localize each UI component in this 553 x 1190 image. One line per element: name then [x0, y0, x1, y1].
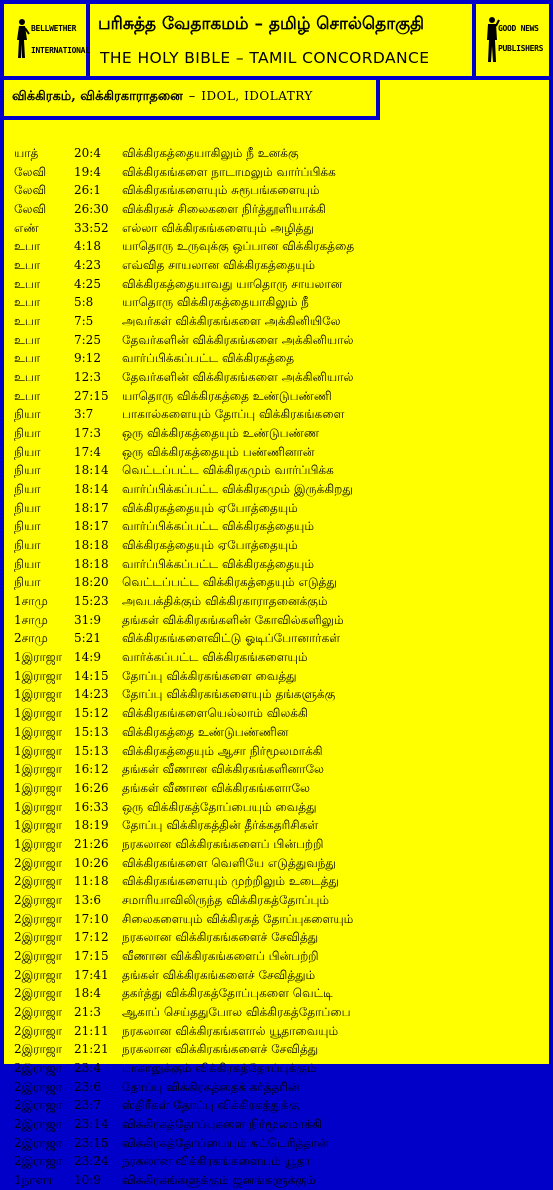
entry-text: ஸ்திரீகள் தோப்பு விக்கிரகத்துக்கு	[122, 1098, 300, 1113]
entry-text: விக்கிரகச் சிலைகளை நிர்த்தூளியாக்கி	[122, 202, 326, 217]
entry-book: 2இராஜா	[14, 855, 63, 870]
entry-text: தகர்த்து விக்கிரகத்தோப்புகளை வெட்டி	[122, 986, 333, 1001]
entry-reference: 18:19	[74, 818, 109, 833]
entry-text: வெட்டப்பட்ட விக்கிரகத்தையும் எடுத்து	[122, 575, 337, 590]
section-heading-box	[4, 80, 376, 116]
entry-text: அவர்கள் விக்கிரகங்களை அக்கினியிலே	[122, 314, 341, 329]
page-title-english: THE HOLY BIBLE – TAMIL CONCORDANCE	[100, 49, 430, 67]
entry-book: உபா	[14, 295, 41, 310]
entry-reference: 10:9	[74, 1172, 101, 1187]
entry-reference: 23:15	[74, 1135, 109, 1150]
entry-book: எண்	[14, 220, 39, 235]
entry-reference: 20:4	[74, 146, 101, 160]
entry-book: 1இராஜா	[14, 650, 63, 665]
entry-text: வார்ப்பிக்கப்பட்ட விக்கிரகத்தை	[122, 351, 295, 366]
entry-text: யாதொரு விக்கிரகத்தையாகிலும் நீ	[122, 295, 309, 310]
entry-book: 1இராஜா	[14, 743, 63, 758]
entry-text: யாதொரு உருவுக்கு ஒப்பான விக்கிரகத்தை	[122, 239, 355, 254]
entry-book: 2இராஜா	[14, 1060, 63, 1075]
entry-reference: 17:3	[74, 426, 101, 441]
entry-reference: 21:21	[74, 1042, 109, 1057]
entry-book: உபா	[14, 239, 41, 254]
entry-text: யாதொரு விக்கிரகத்தை உண்டுபண்ணி	[122, 388, 332, 403]
entry-book: நியா	[14, 575, 41, 590]
entry-reference: 33:52	[74, 220, 109, 235]
entry-book: நியா	[14, 426, 41, 441]
entry-book: லேவி	[14, 202, 47, 217]
entry-reference: 12:3	[74, 370, 101, 385]
entry-book: 1சாமு	[14, 594, 48, 609]
entry-book: நியா	[14, 556, 41, 571]
entry-text: அவபக்திக்கும் விக்கிரகாராதனைக்கும்	[122, 594, 328, 609]
entry-reference: 18:18	[74, 538, 109, 553]
entry-book: 2இராஜா	[14, 911, 63, 926]
entry-book: நியா	[14, 538, 41, 553]
entry-reference: 16:33	[74, 799, 109, 814]
entry-book: 1இராஜா	[14, 836, 63, 851]
entry-book: 1இராஜா	[14, 668, 63, 683]
entry-book: 1இராஜா	[14, 706, 63, 721]
entry-text: விக்கிரகங்களை வெளியே எடுத்துவந்து	[122, 855, 336, 870]
entry-reference: 17:15	[74, 948, 109, 963]
section-title-separator: –	[188, 89, 196, 104]
entry-reference: 17:4	[74, 444, 101, 459]
entry-book: நியா	[14, 500, 41, 515]
entry-book: லேவி	[14, 164, 47, 179]
section-title-english: IDOL, IDOLATRY	[201, 89, 313, 103]
good-news-logo	[476, 4, 549, 76]
entry-reference: 23:24	[74, 1154, 109, 1169]
entry-text: விக்கிரகங்களை நாடாமலும் வார்ப்பிக்க	[122, 164, 336, 179]
entry-text: எல்லா விக்கிரகங்களையும் அழித்து	[122, 220, 314, 235]
entry-text: விக்கிரகத்தோப்பையும் சுட்டெரித்தான்	[122, 1135, 329, 1150]
entry-reference: 15:13	[74, 743, 109, 758]
entry-book: 1இராஜா	[14, 724, 63, 739]
entry-text: தேவர்களின் விக்கிரகங்களை அக்கினியால்	[122, 370, 354, 385]
entry-reference: 18:14	[74, 463, 109, 478]
entry-reference: 15:13	[74, 724, 109, 739]
entry-reference: 11:18	[74, 874, 109, 889]
entry-book: 1இராஜா	[14, 799, 63, 814]
entry-reference: 18:20	[74, 575, 109, 590]
entry-text: தோப்பு விக்கிரகங்களை வைத்து	[122, 668, 297, 683]
entry-book: நியா	[14, 519, 41, 534]
entry-text: பாகாலுக்கும் விக்கிரகத்தோப்புக்கும்	[122, 1060, 317, 1075]
entry-book: 2இராஜா	[14, 1116, 63, 1131]
header-filler	[380, 80, 549, 120]
entry-text: விக்கிரகத்தையாகிலும் நீ உனக்கு	[122, 146, 299, 160]
entry-text: தோப்பு விக்கிரகத்தின் தீர்க்கதரிசிகள்	[122, 818, 319, 833]
entry-book: 2இராஜா	[14, 1079, 63, 1094]
entry-book: 2இராஜா	[14, 1154, 63, 1169]
entry-reference: 4:23	[74, 258, 101, 273]
entry-reference: 26:1	[74, 183, 101, 198]
entry-book: உபா	[14, 370, 41, 385]
entry-reference: 5:8	[74, 295, 94, 310]
entry-text: வார்க்கப்பட்ட விக்கிரகங்களையும்	[122, 650, 308, 665]
entry-reference: 7:25	[74, 332, 101, 347]
entry-reference: 15:12	[74, 706, 109, 721]
entry-reference: 27:15	[74, 388, 109, 403]
entry-book: 1சாமு	[14, 612, 48, 627]
entry-book: 1இராஜா	[14, 780, 63, 795]
entry-reference: 23:6	[74, 1079, 101, 1094]
page-title-tamil: பரிசுத்த வேதாகமம் – தமிழ் சொல்தொகுதி	[98, 14, 425, 34]
entry-book: உபா	[14, 314, 41, 329]
entry-book: 2இராஜா	[14, 948, 63, 963]
entry-text: விக்கிரகத்தோப்புகளை நிர்மூலமாக்கி	[122, 1116, 322, 1131]
entry-text: தங்கள் விக்கிரகங்களைச் சேவித்தும்	[122, 967, 316, 982]
entry-reference: 19:4	[74, 164, 101, 179]
bellwether-line2: INTERNATIONAL	[31, 46, 90, 55]
entry-book: நியா	[14, 482, 41, 497]
entry-text: தங்கள் விக்கிரகங்களின் கோவில்களிலும்	[122, 612, 344, 627]
entry-text: ஒரு விக்கிரகத்தோப்பையும் வைத்து	[122, 799, 317, 814]
entry-text: ஆகாப் செய்ததுபோல விக்கிரகத்தோப்பை	[122, 1004, 351, 1019]
entry-reference: 15:23	[74, 594, 109, 609]
entry-reference: 21:3	[74, 1004, 101, 1019]
entry-text: சிலைகளையும் விக்கிரகத் தோப்புகளையும்	[122, 911, 354, 926]
entry-text: ஒரு விக்கிரகத்தையும் பண்ணினான்	[122, 444, 315, 459]
entry-reference: 17:10	[74, 911, 109, 926]
entry-reference: 21:11	[74, 1023, 109, 1038]
entry-reference: 18:4	[74, 986, 101, 1001]
entry-reference: 23:4	[74, 1060, 101, 1075]
entry-book: 2இராஜா	[14, 1004, 63, 1019]
entry-text: விக்கிரகங்களுக்கும் ஜனங்களுக்கும்	[122, 1172, 316, 1187]
entry-text: சமாரியாவிலிருந்த விக்கிரகத்தோப்பும்	[122, 892, 330, 907]
entry-book: 1இராஜா	[14, 687, 63, 702]
entry-text: விக்கிரகத்தையாவது யாதொரு சாயலான	[122, 276, 343, 291]
concordance-panel	[4, 120, 549, 1187]
entry-book: நியா	[14, 444, 41, 459]
entry-book: யாத்	[14, 146, 39, 160]
entry-text: விக்கிரகத்தை உண்டுபண்ணின	[122, 724, 289, 739]
entry-book: 2இராஜா	[14, 1098, 63, 1113]
entry-text: வீணான விக்கிரகங்களைப் பின்பற்றி	[122, 948, 319, 963]
entry-text: விக்கிரகங்களையும் முற்றிலும் உடைத்து	[122, 874, 339, 889]
entry-reference: 16:26	[74, 780, 109, 795]
entry-text: நரகலான விக்கிரகங்களைச் சேவித்து	[122, 930, 319, 945]
entry-book: உபா	[14, 332, 41, 347]
entry-text: விக்கிரகங்களைவிட்டு ஓடிப்போனார்கள்	[122, 631, 341, 646]
entry-text: விக்கிரகத்தையும் ஏபோத்தையும்	[122, 538, 298, 553]
entry-text: விக்கிரகத்தையும் ஏபோத்தையும்	[122, 500, 298, 515]
entry-reference: 21:26	[74, 836, 109, 851]
entry-book: 2இராஜா	[14, 1042, 63, 1057]
entry-book: 2இராஜா	[14, 986, 63, 1001]
entry-text: தங்கள் வீணான விக்கிரகங்களாலே	[122, 780, 310, 795]
entry-reference: 10:26	[74, 855, 109, 870]
entry-reference: 31:9	[74, 612, 101, 627]
entry-book: நியா	[14, 463, 41, 478]
sower-figure-icon	[14, 18, 30, 62]
good-news-line2: PUBLISHERS	[498, 44, 544, 53]
entry-reference: 4:18	[74, 239, 101, 254]
entry-reference: 4:25	[74, 276, 101, 291]
entry-book: உபா	[14, 276, 41, 291]
entry-reference: 17:41	[74, 967, 109, 982]
entry-text: விக்கிரகங்களையெல்லாம் விலக்கி	[122, 706, 308, 721]
entry-text: தேவர்களின் விக்கிரகங்களை அக்கினியால்	[122, 332, 354, 347]
entry-book: 1இராஜா	[14, 818, 63, 833]
entry-book: லேவி	[14, 183, 47, 198]
entry-text: தோப்பு விக்கிரகங்களையும் தங்களுக்கு	[122, 687, 336, 702]
entry-text: வார்ப்பிக்கப்பட்ட விக்கிரகத்தையும்	[122, 519, 314, 534]
entry-reference: 23:7	[74, 1098, 101, 1113]
entry-text: நரகலான விக்கிரகங்களால் யூதாவையும்	[122, 1023, 339, 1038]
entry-reference: 18:17	[74, 519, 109, 534]
entry-text: விக்கிரகத்தையும் ஆசா நிர்மூலமாக்கி	[122, 743, 323, 758]
entry-book: 1இராஜா	[14, 762, 63, 777]
entry-reference: 7:5	[74, 314, 94, 329]
entry-reference: 14:9	[74, 650, 101, 665]
section-title	[12, 89, 313, 105]
entry-text: தங்கள் வீணான விக்கிரகங்களினாலே	[122, 762, 324, 777]
entry-text: வெட்டப்பட்ட விக்கிரகமும் வார்ப்பிக்க	[122, 463, 334, 478]
entry-reference: 26:30	[74, 202, 109, 217]
entry-reference: 23:14	[74, 1116, 109, 1131]
entry-reference: 16:12	[74, 762, 109, 777]
entry-reference: 18:14	[74, 482, 109, 497]
entry-book: உபா	[14, 351, 41, 366]
entry-reference: 9:12	[74, 351, 101, 366]
entry-reference: 17:12	[74, 930, 109, 945]
bellwether-logo	[4, 4, 90, 76]
entry-book: 2இராஜா	[14, 892, 63, 907]
entry-book: 2இராஜா	[14, 1023, 63, 1038]
entry-text: எவ்வித சாயலான விக்கிரகத்தையும்	[122, 258, 315, 273]
entry-text: தோப்பு விக்கிரகத்தைக் கர்த்தரின்	[122, 1079, 300, 1094]
entry-text: வார்ப்பிக்கப்பட்ட விக்கிரகமும் இருக்கிறது	[122, 482, 353, 497]
entry-book: 2இராஜா	[14, 1135, 63, 1150]
entry-book: 1நாளா	[14, 1172, 53, 1187]
entry-reference: 13:6	[74, 892, 101, 907]
entry-reference: 5:21	[74, 631, 101, 646]
entry-book: 2சாமு	[14, 631, 48, 646]
entry-text: விக்கிரகங்களையும் சுரூபங்களையும்	[122, 183, 320, 198]
good-news-line1: GOOD NEWS	[498, 24, 539, 33]
entry-reference: 18:18	[74, 556, 109, 571]
section-title-tamil: விக்கிரகம், விக்கிரகாராதனை	[12, 89, 183, 104]
entry-text: நரகலான விக்கிரகங்களைப் பின்பற்றி	[122, 836, 324, 851]
entry-reference: 18:17	[74, 500, 109, 515]
entry-book: உபா	[14, 388, 41, 403]
entry-book: நியா	[14, 407, 41, 422]
entry-book: உபா	[14, 258, 41, 273]
entry-book: 2இராஜா	[14, 874, 63, 889]
entry-text: பாகால்களையும் தோப்பு விக்கிரகங்களை	[122, 407, 345, 422]
entry-text: வார்ப்பிக்கப்பட்ட விக்கிரகத்தையும்	[122, 556, 314, 571]
entry-text: நரகலான விக்கிரகங்களையும் யூதா	[122, 1154, 311, 1169]
entry-reference: 14:15	[74, 668, 109, 683]
bellwether-line1: BELLWETHER	[31, 24, 77, 33]
entry-book: 2இராஜா	[14, 930, 63, 945]
title-box	[90, 4, 472, 76]
entry-reference: 3:7	[74, 407, 94, 422]
entry-book: 2இராஜா	[14, 967, 63, 982]
entry-text: நரகலான விக்கிரகங்களைச் சேவித்து	[122, 1042, 319, 1057]
entry-reference: 14:23	[74, 687, 109, 702]
entry-text: ஒரு விக்கிரகத்தையும் உண்டுபண்ண	[122, 426, 320, 441]
